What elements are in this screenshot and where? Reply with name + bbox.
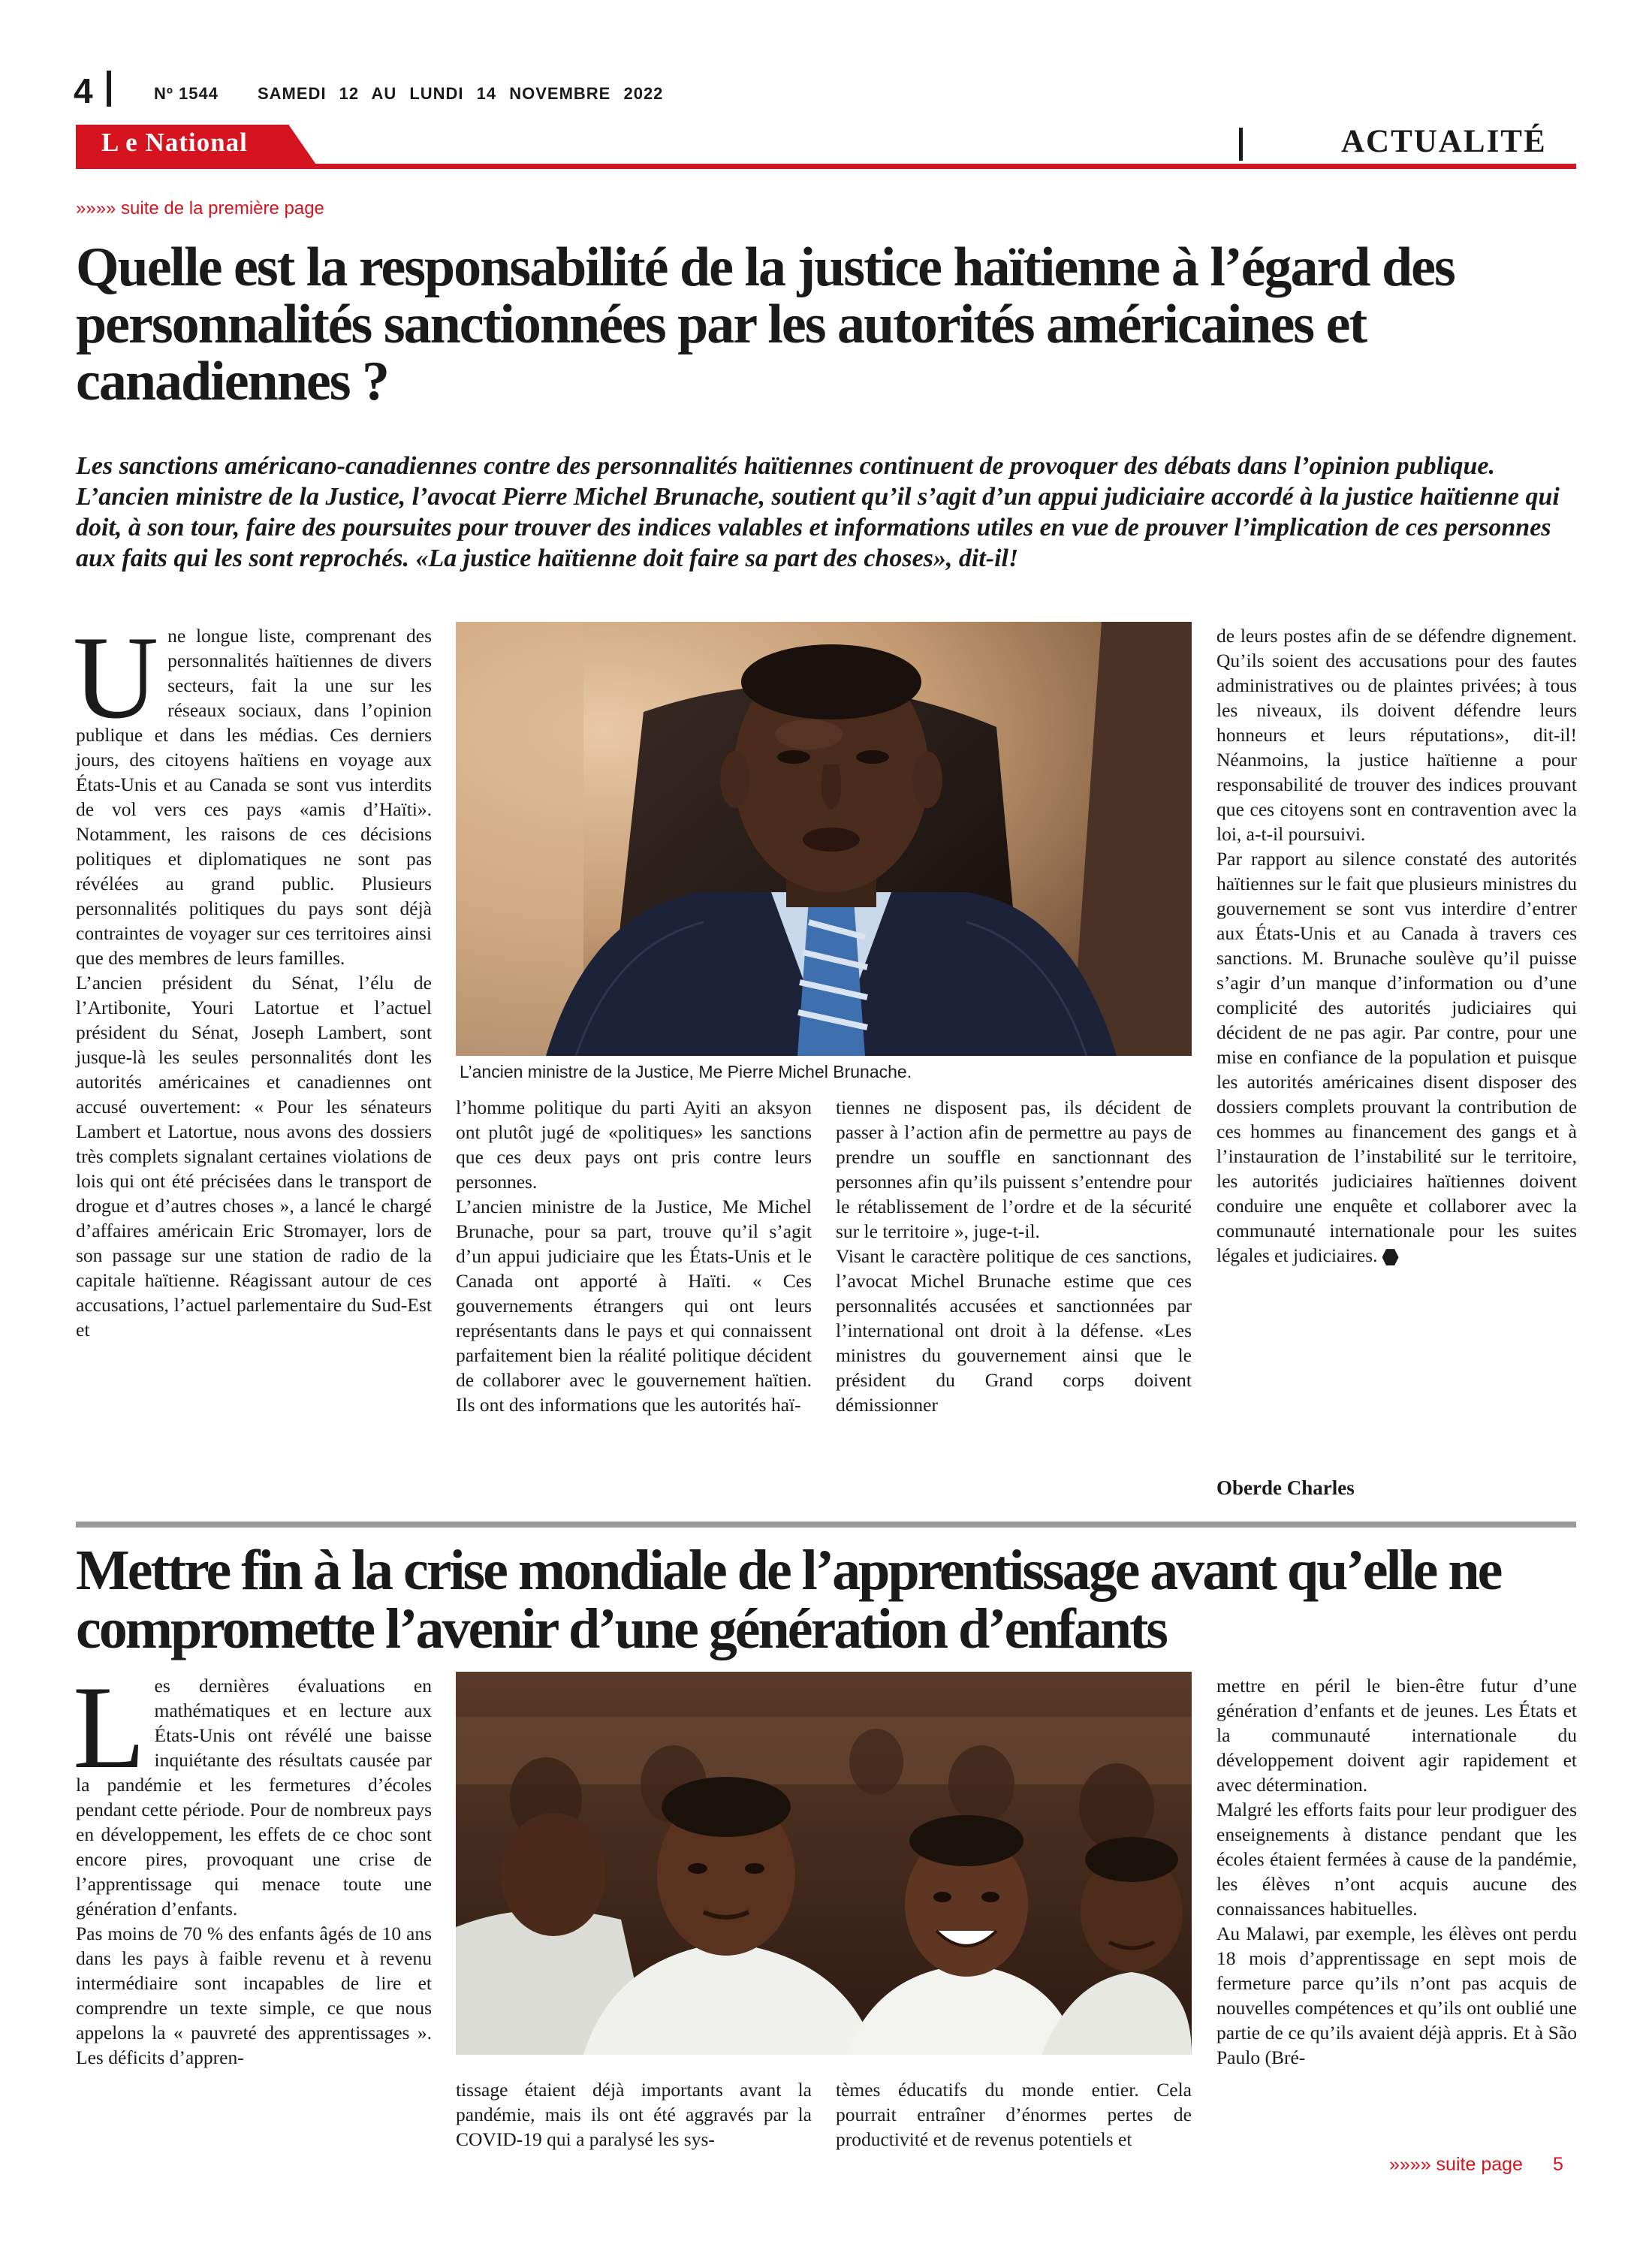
article1-paragraph: L’ancien président du Sénat, l’élu de l’Artibonite, Youri Latortue et l’actuel président du Sénat, Joseph Lambert, sont jusque-là les seules personnalités dont les autorités américaines et canadiennes ont accusé ouvertement: « Pour les sénateurs Lambert et Latortue, nous avons des dossiers très complets signalant certaines violations de lois qui ont été précisées dans le transport de drogue et d’autres choses », a lancé le chargé d’affaires américain Eric Stromayer, lors de son passage sur une station de radio de la capitale haïtienne. Réagissant autour de ces accusations, l’actuel parlementaire du Sud-Est et bbox=[76, 972, 432, 1341]
article1-column-4 bbox=[1216, 623, 1577, 1268]
article1-paragraph: ne longue liste, comprenant des personnalités haïtiennes de divers secteurs, fait la une sur les réseaux sociaux, dans l’opinion publique et dans les médias. Ces derniers jours, des citoyens haïtiens en voyage aux États-Unis et au Canada se sont vus interdits de vol vers ces pays «amis d’Haïti». Notamment, les raisons de ces décisions politiques et diplomatiques ne sont pas révélées au grand public. Plusieurs personnalités politiques du pays sont déjà contraintes de voyager sur ces territoires ainsi que des membres de leurs familles. bbox=[76, 625, 432, 969]
article2-paragraph: Pas moins de 70 % des enfants âgés de 10 ans dans les pays à faible revenu et à revenu intermédiaire sont incapables de lire et comprendre un texte simple, ce que nous appelons la « pauvreté des apprentissages ». Les déficits d’appren- bbox=[76, 1923, 432, 2068]
article2-paragraph: tèmes éducatifs du monde entier. Cela pourrait entraîner d’énormes pertes de productivité et de revenus potentiels et bbox=[836, 2079, 1192, 2150]
article1-paragraph: de leurs postes afin de se défendre dignement. Qu’ils soient des accusations pour des fautes administratives ou de plaintes privées; à tous les niveaux, ils doivent défendre leurs honneurs et leurs réputations», dit-il! Néanmoins, la justice haïtienne a pour responsabilité de trouver des indices prouvant que ces citoyens sont en contravention avec la loi, a-t-il poursuivi. bbox=[1216, 625, 1577, 845]
article1-paragraph bbox=[1216, 846, 1577, 1268]
article1-paragraph-text: Par rapport au silence constaté des autorités haïtiennes sur le fait que plusieurs ministres du gouvernement se sont vus interdire d’entrer aux États-Unis et au Canada à travers ces sanctions. M. Brunache soulève qu’il puisse s’agir d’un manque d’information ou d’une complicité des autorités judiciaires qui décident de ne pas agir. Par contre, pour une mise en confiance de la population et puisque les autorités américaines disent disposer des dossiers complets prouvant la contribution de ces hommes au financement des gangs et à l’instauration de l’instabilité sur le territoire, les autorités judiciaires haïtiennes doivent conduire une enquête et collaborer avec la communauté internationale pour les suites légales et judiciaires. bbox=[1216, 848, 1577, 1266]
continued-on-label bbox=[1389, 2154, 1563, 2176]
article1-photo bbox=[456, 622, 1192, 1056]
article1-byline: Oberde Charles bbox=[1216, 1476, 1355, 1499]
article2-paragraph: mettre en péril le bien-être futur d’une génération d’enfants et de jeunes. Les États et la communauté internationale du développement doivent agir rapidement et avec détermination. bbox=[1216, 1675, 1577, 1796]
article1-lead: Les sanctions américano-canadiennes contre des personnalités haïtiennes continuent de provoquer des débats dans l’opinion publique. L’ancien ministre de la Justice, l’avocat Pierre Michel Brunache, soutient qu’il s’agit d’un appui judiciaire accordé à la justice haïtienne qui doit, à son tour, faire des poursuites pour trouver des indices valables et informations utiles en vue de prouver l’implication de ces personnes aux faits qui les sont reprochés. «La justice haïtienne doit faire sa part des choses», dit-il! bbox=[76, 452, 1560, 572]
article2-paragraph: tissage étaient déjà importants avant la pandémie, mais ils ont été aggravés par la COVID-19 qui a paralysé les sys- bbox=[456, 2079, 812, 2150]
article2-photo bbox=[456, 1672, 1192, 2055]
continued-on-text: »»»» suite page bbox=[1389, 2154, 1523, 2175]
article2-headline: Mettre fin à la crise mondiale de l’apprentissage avant qu’elle ne compromette l’avenir d’une génération d’enfants bbox=[76, 1539, 1501, 1660]
page-number: 4 bbox=[74, 71, 93, 110]
page-number-divider bbox=[107, 71, 111, 107]
header-rule bbox=[76, 164, 1576, 169]
brand-logo-text: L e National bbox=[101, 128, 248, 157]
article2-column-3 bbox=[836, 2077, 1192, 2152]
article1-column-1 bbox=[73, 612, 432, 1502]
end-of-article-icon bbox=[1382, 1249, 1399, 1265]
article1-paragraph: L’ancien ministre de la Justice, Me Michel Brunache, pour sa part, trouve qu’il s’agit d’un appui judiciaire que les États-Unis et le Canada ont apporté à Haïti. « Ces gouvernements étrangers qui ont leurs représentants dans le pays et qui connaissent parfaitement bien la réalité politique décident de collaborer avec le gouvernement haïtien. Ils ont des informations que les autorités haï- bbox=[456, 1196, 812, 1416]
article2-column-2 bbox=[456, 2077, 812, 2152]
article2-dropcap: L bbox=[73, 1662, 146, 1793]
article1-column-2 bbox=[456, 1095, 812, 1417]
article1-dropcap: U bbox=[73, 612, 159, 743]
article2-paragraph: Au Malawi, par exemple, les élèves ont perdu 18 mois d’apprentissage en sept mois de fermeture parce qu’ils n’ont pas acquis de nouvelles compétences et qu’ils ont oublié une partie de ce qu’ils avaient déjà appris. Et à São Paulo (Bré- bbox=[1216, 1923, 1577, 2068]
article1-headline: Quelle est la responsabilité de la justice haïtienne à l’égard des personnalités sanctionnées par les autorités américaines et canadiennes ? bbox=[76, 237, 1455, 412]
issue-date: SAMEDI 12 AU LUNDI 14 NOVEMBRE 2022 bbox=[258, 84, 664, 103]
continued-on-page: 5 bbox=[1552, 2154, 1563, 2175]
article2-paragraph: Malgré les efforts faits pour leur prodiguer des enseignements à distance pendant que les écoles étaient fermées à cause de la pandémie, les élèves n’ont acquis aucune des connaissances habituelles. bbox=[1216, 1799, 1577, 1920]
section-divider bbox=[1239, 128, 1243, 161]
article1-paragraph: l’homme politique du parti Ayiti an aksyon ont plutôt jugé de «politiques» les sanctions que ces deux pays ont pris contre leurs personnes. bbox=[456, 1096, 812, 1193]
article2-column-1 bbox=[73, 1662, 432, 2070]
classroom-children-illustration bbox=[456, 1672, 1192, 2055]
portrait-illustration bbox=[456, 622, 1192, 1056]
article2-column-4 bbox=[1216, 1673, 1577, 2070]
issue-number: Nº 1544 bbox=[154, 84, 219, 103]
section-title: ACTUALITÉ bbox=[1341, 124, 1547, 159]
article1-paragraph: tiennes ne disposent pas, ils décident de passer à l’action afin de permettre au pays de prendre un souffle en sanctionnant des personnes afin qu’ils puissent s’entendre pour le rétablissement de l’ordre et de la sécurité sur le territoire », juge-t-il. bbox=[836, 1096, 1192, 1242]
article1-paragraph: Visant le caractère politique de ces sanctions, l’avocat Michel Brunache estime que ces personnalités accusées et sanctionnées par l’international ont droit à la défense. «Les ministres du gouvernement ainsi que le président du Grand corps doivent démissionner bbox=[836, 1245, 1192, 1416]
article1-photo-caption: L’ancien ministre de la Justice, Me Pierre Michel Brunache. bbox=[460, 1062, 912, 1081]
article-separator bbox=[76, 1522, 1576, 1528]
article2-paragraph: es dernières évaluations en mathématiques et en lecture aux États-Unis ont révélé une baisse inquiétante des résultats causée par la pandémie et les fermetures d’écoles pendant cette période. Pour de nombreux pays en développement, les effets de ce choc sont encore pires, provoquant une crise de l’apprentissage qui menace toute une génération d’enfants. bbox=[76, 1675, 432, 1920]
continued-from-label: »»»» suite de la première page bbox=[76, 198, 324, 219]
article1-column-3 bbox=[836, 1095, 1192, 1417]
